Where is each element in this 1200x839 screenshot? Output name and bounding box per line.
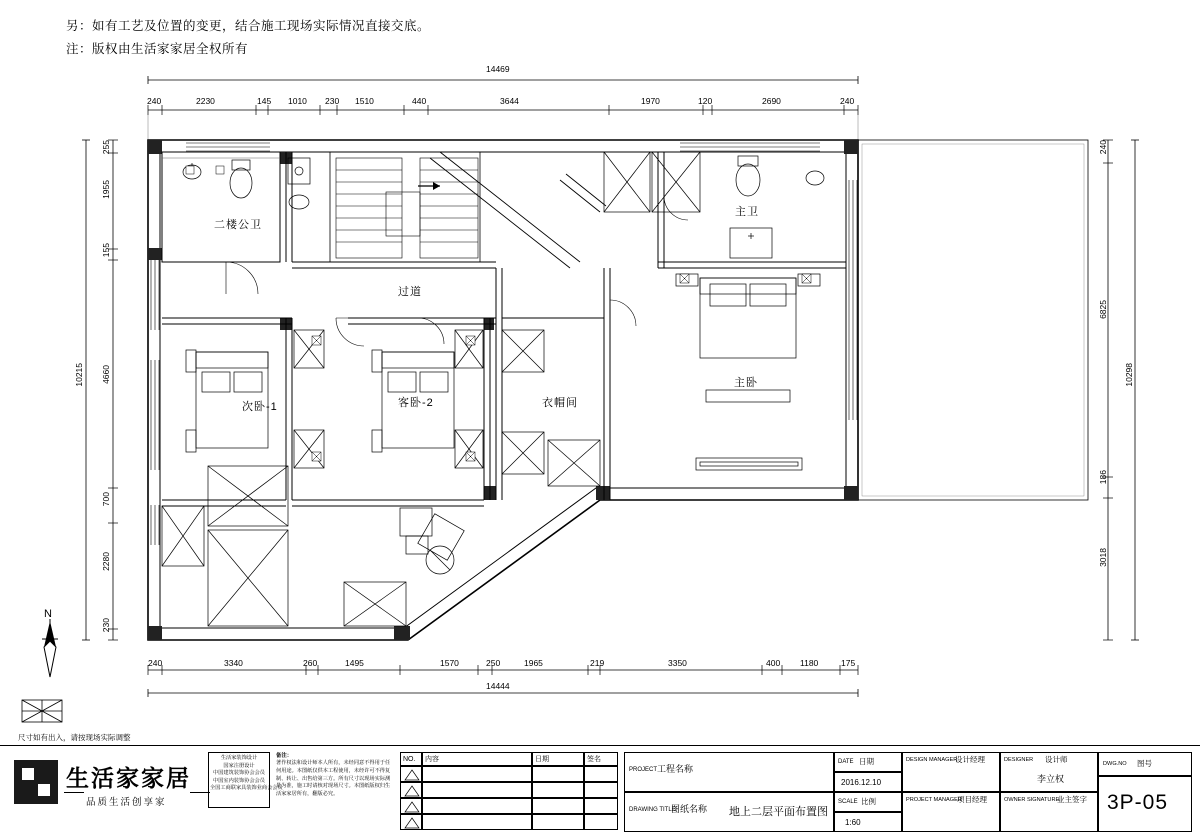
- revision-row-4-content: [422, 814, 532, 830]
- drawing-label-cn: 图纸名称: [671, 804, 708, 814]
- revision-row-1-date: [532, 766, 584, 782]
- dim-top-10: 120: [698, 96, 713, 106]
- dim-top-9: 1970: [641, 96, 660, 106]
- scale-label-cn: 比例: [861, 797, 876, 806]
- owner-signature-cell: [1000, 792, 1098, 832]
- owner-signature-label-cn: 业主签字: [1057, 795, 1087, 804]
- dim-right-3: 186: [1098, 470, 1108, 485]
- dim-left-overall: 10215: [74, 363, 84, 387]
- dim-top-4: 1010: [288, 96, 307, 106]
- scale-bar-icon: [18, 696, 68, 728]
- slogan-rule-left: [64, 792, 84, 793]
- dim-bottom-4: 1495: [345, 658, 364, 668]
- dim-bottom-5: 1570: [440, 658, 459, 668]
- dwg-no-value-cell: [1098, 776, 1192, 832]
- dwg-no-label-cn: 图号: [1137, 759, 1152, 768]
- revision-header-no: [400, 752, 422, 766]
- dim-bottom-9: 3350: [668, 658, 687, 668]
- revision-row-4-sign: [584, 814, 618, 830]
- dim-top-11: 2690: [762, 96, 781, 106]
- room-label-cloakroom: 衣帽间: [542, 397, 578, 409]
- dim-top-3: 145: [257, 96, 272, 106]
- dim-top-1: 240: [147, 96, 162, 106]
- dim-right-4: 3018: [1098, 548, 1108, 567]
- room-label-bedroom1: 次卧-1: [242, 401, 278, 413]
- dim-right-2: 6825: [1098, 300, 1108, 319]
- designer-value: 李立权: [1037, 774, 1065, 784]
- dim-left-1: 255: [101, 140, 111, 155]
- revision-row-4-date: [532, 814, 584, 830]
- revision-row-4-no: [400, 814, 422, 830]
- dim-top-7: 440: [412, 96, 427, 106]
- drawing-label: DRAWING TITLE: [629, 807, 676, 813]
- revision-header-no-text: NO.: [403, 756, 416, 763]
- revision-row-3-date: [532, 798, 584, 814]
- dwg-no-label: DWG.NO: [1103, 761, 1127, 767]
- revision-header-date-text: 日期: [535, 756, 549, 763]
- owner-signature-label: OWNER SIGNATURE: [1004, 797, 1060, 803]
- stamp-line-3: 中国建筑装饰协会会员: [213, 770, 265, 777]
- revision-row-3-sign: [584, 798, 618, 814]
- design-manager-cell: [902, 752, 1000, 792]
- scale-value-cell: [834, 812, 902, 832]
- design-manager-label-cn: 设计经理: [955, 755, 985, 764]
- revision-header-sign-text: 签名: [587, 756, 601, 763]
- revision-header-sign: [584, 752, 618, 766]
- company-logo: [14, 760, 58, 804]
- room-label-corridor: 过道: [398, 286, 422, 298]
- dim-left-3: 155: [101, 243, 111, 258]
- dim-left-6: 2280: [101, 552, 111, 571]
- title-block: [0, 745, 1200, 839]
- dim-left-5: 700: [101, 492, 111, 507]
- revision-row-3-no: [400, 798, 422, 814]
- dim-left-2: 1955: [101, 180, 111, 199]
- dim-bottom-8: 219: [590, 658, 605, 668]
- stamp-line-2: 国家注册设计: [223, 762, 255, 769]
- scale-value: 1:60: [845, 818, 861, 827]
- project-label-cn: 工程名称: [657, 764, 694, 774]
- dim-top-overall: 14469: [486, 64, 510, 74]
- spec-note: [276, 754, 394, 799]
- dwg-no-label-cell: [1098, 752, 1192, 776]
- dim-top-6: 1510: [355, 96, 374, 106]
- room-label-master-bath: 主卫: [735, 206, 759, 218]
- stamp-line-4: 中国室内装饰协会会员: [213, 777, 265, 784]
- room-label-bath2: 二楼公卫: [214, 219, 262, 231]
- dim-bottom-11: 1180: [800, 658, 819, 668]
- note-line-1: 另：如有工艺及位置的变更，结合施工现场实际情况直接交底。: [66, 19, 431, 33]
- date-label-cell: [834, 752, 902, 772]
- company-slogan: 品质生活创享家: [86, 797, 167, 808]
- project-manager-label-cn: 项目经理: [957, 795, 987, 804]
- dim-top-8: 3644: [500, 96, 519, 106]
- project-name-cell: [624, 752, 834, 792]
- revision-row-2-sign: [584, 782, 618, 798]
- date-value-cell: [834, 772, 902, 792]
- dim-right-1: 240: [1098, 140, 1108, 155]
- revision-row-1-sign: [584, 766, 618, 782]
- dim-bottom-2: 3340: [224, 658, 243, 668]
- dim-bottom-1: 240: [148, 658, 163, 668]
- revision-row-2-no: [400, 782, 422, 798]
- qualification-stamp: [208, 752, 283, 808]
- dwg-no-value: 3P-05: [1107, 791, 1169, 814]
- scale-label-cell: [834, 792, 902, 812]
- designer-cell: [1000, 752, 1098, 792]
- compass-north-icon: [18, 605, 82, 685]
- revision-header-date: [532, 752, 584, 766]
- scale-label: SCALE: [838, 799, 858, 805]
- dim-left-4: 4660: [101, 365, 111, 384]
- drawing-title-cell: [624, 792, 834, 832]
- revision-row-2-content: [422, 782, 532, 798]
- designer-label: DESIGNER: [1004, 757, 1034, 763]
- revision-row-1-no: [400, 766, 422, 782]
- dim-bottom-10: 400: [766, 658, 781, 668]
- compass-label: N: [44, 608, 52, 620]
- stamp-line-1: 生活家装饰设计: [220, 755, 258, 761]
- revision-row-1-content: [422, 766, 532, 782]
- dim-left-7: 230: [101, 618, 111, 633]
- dim-bottom-6: 250: [486, 658, 501, 668]
- revision-header-content-text: 内容: [425, 756, 439, 763]
- dim-top-2: 2230: [196, 96, 215, 106]
- drawing-title-value: 地上二层平面布置图: [729, 806, 828, 818]
- room-label-bedroom2: 客卧-2: [398, 397, 434, 409]
- dim-right-overall: 10298: [1124, 363, 1134, 387]
- project-manager-cell: [902, 792, 1000, 832]
- designer-label-cn: 设计师: [1045, 755, 1068, 764]
- dim-bottom-3: 260: [303, 658, 318, 668]
- project-label: PROJECT: [629, 767, 658, 773]
- dim-bottom-12: 175: [841, 658, 856, 668]
- slogan-rule-right: [190, 792, 210, 793]
- legend-note: 尺寸如有出入，请按现场实际调整: [18, 733, 131, 742]
- stamp-line-5: 全国工商联家具装饰业商会会员: [210, 785, 283, 792]
- note-line-2: 注：版权由生活家家居全权所有: [66, 42, 249, 56]
- revision-header-content: [422, 752, 532, 766]
- spec-title: 备注：: [276, 753, 293, 759]
- company-name: 生活家家居: [66, 765, 191, 791]
- project-manager-label: PROJECT MANAGER: [906, 797, 962, 803]
- room-label-master-bedroom: 主卧: [734, 377, 758, 389]
- dim-bottom-7: 1965: [524, 658, 543, 668]
- revision-row-3-content: [422, 798, 532, 814]
- date-label: DATE: [838, 759, 854, 765]
- revision-row-2-date: [532, 782, 584, 798]
- date-value: 2016.12.10: [841, 778, 882, 787]
- design-manager-label: DESIGN MANAGER: [906, 757, 958, 763]
- dim-top-5: 230: [325, 96, 340, 106]
- spec-body: 著作权法和设计师本人所有，未经同意不得用于任何用途。本图纸仅供本工程使用，未经许可不得复制、转让、出售给第三方。所有尺寸以现场实际测量为准，施工时请核对现场尺寸。本图纸版权归生活家家居所有，翻版必究。: [276, 759, 391, 798]
- revision-table: [400, 752, 618, 832]
- dim-top-12: 240: [840, 96, 855, 106]
- date-label-cn: 日期: [859, 757, 874, 766]
- dim-bottom-overall: 14444: [486, 681, 510, 691]
